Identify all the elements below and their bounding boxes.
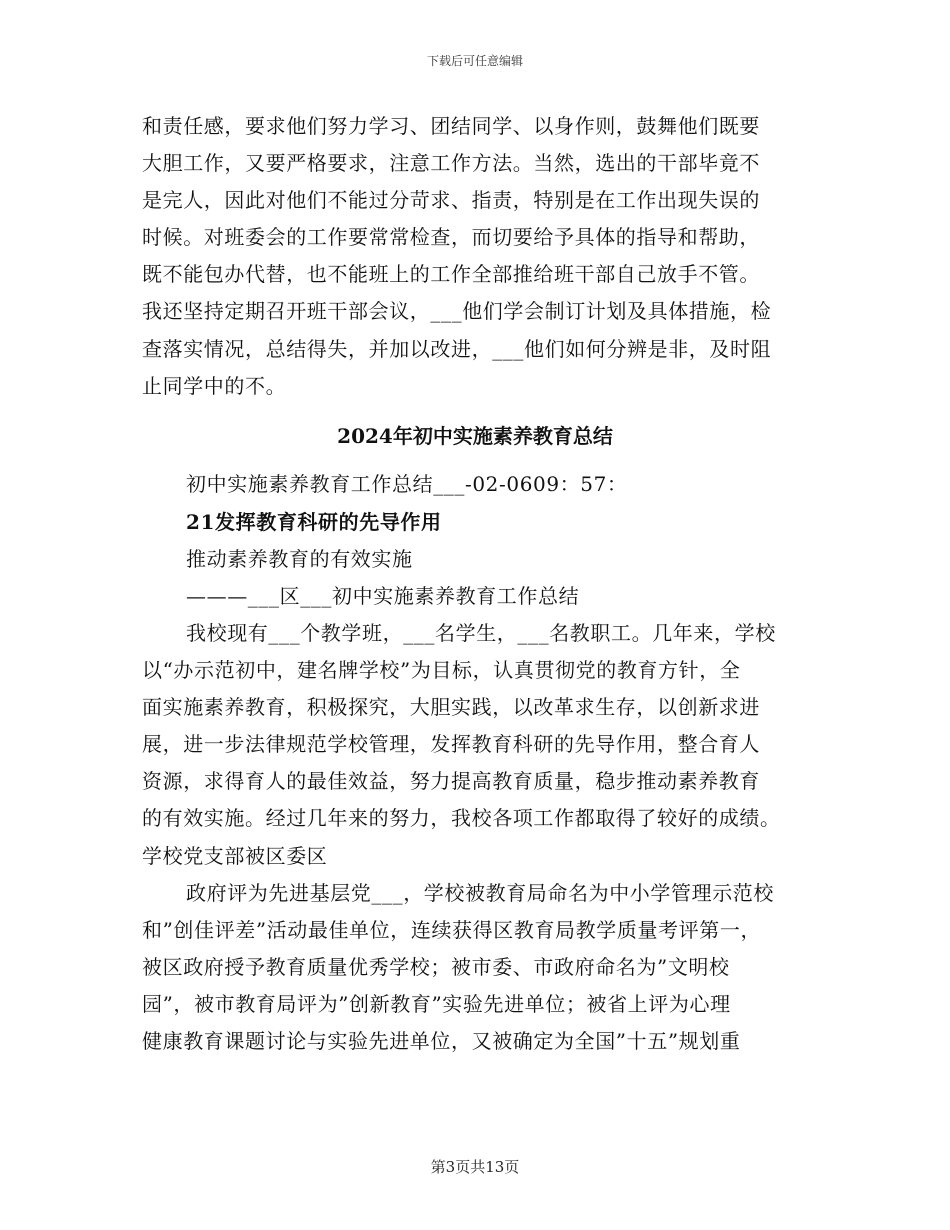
text-line: 时候。对班委会的工作要常常检查，而切要给予具体的指导和帮助，: [142, 225, 760, 249]
text-line: 和”创佳评差”活动最佳单位，连续获得区教育局教学质量考评第一，: [142, 918, 762, 942]
text-line: 既不能包办代替，也不能班上的工作全部推给班干部自己放手不管。: [142, 262, 760, 286]
document-title: 2024年初中实施素养教育总结: [337, 424, 613, 448]
text-line: 我校现有___个教学班，___名学生，___名教职工。几年来，学校: [186, 621, 776, 645]
text-line: 健康教育课题讨论与实验先进单位，又被确定为全国”十五”规划重: [142, 1029, 741, 1053]
subtitle-line: 推动素养教育的有效实施: [186, 547, 413, 571]
text-line: 政府评为先进基层党___，学校被教育局命名为中小学管理示范校: [186, 881, 774, 905]
page-header: 下载后可任意编辑: [426, 54, 523, 68]
text-line: 大胆工作，又要严格要求，注意工作方法。当然，选出的干部毕竟不: [142, 151, 760, 175]
text-line: 是完人，因此对他们不能过分苛求、指责，特别是在工作出现失误的: [142, 188, 760, 212]
subtitle-line: ———___区___初中实施素养教育工作总结: [186, 584, 580, 608]
page-footer: 第3页共13页: [430, 1158, 520, 1176]
text-line: 查落实情况，总结得失，并加以改进，___他们如何分辨是非，及时阻: [142, 337, 772, 361]
text-line: 我还坚持定期召开班干部会议，___他们学会制订计划及具体措施，检: [142, 299, 772, 323]
text-line: 止同学中的不。: [142, 374, 287, 398]
text-line: 的有效实施。经过几年来的努力，我校各项工作都取得了较好的成绩。: [142, 806, 781, 830]
text-line: 学校党支部被区委区: [142, 844, 328, 868]
text-line: 面实施素养教育，积极探究，大胆实践，以改革求生存，以创新求进: [142, 695, 760, 719]
text-line: 被区政府授予教育质量优秀学校；被市委、市政府命名为”文明校: [142, 955, 730, 979]
text-line: 展，进一步法律规范学校管理，发挥教育科研的先导作用，整合育人: [142, 732, 760, 756]
text-line: 园”，被市教育局评为”创新教育”实验先进单位；被省上评为心理: [142, 992, 731, 1016]
subtitle-bold: 21发挥教育科研的先导作用: [186, 510, 442, 534]
meta-line: 初中实施素养教育工作总结___-02-0609：57：: [186, 472, 628, 496]
text-line: 以“办示范初中，建名牌学校”为目标，认真贯彻党的教育方针，全: [142, 658, 741, 682]
text-line: 和责任感，要求他们努力学习、团结同学、以身作则，鼓舞他们既要: [142, 114, 760, 138]
text-line: 资源，求得育人的最佳效益，努力提高教育质量，稳步推动素养教育: [142, 769, 760, 793]
